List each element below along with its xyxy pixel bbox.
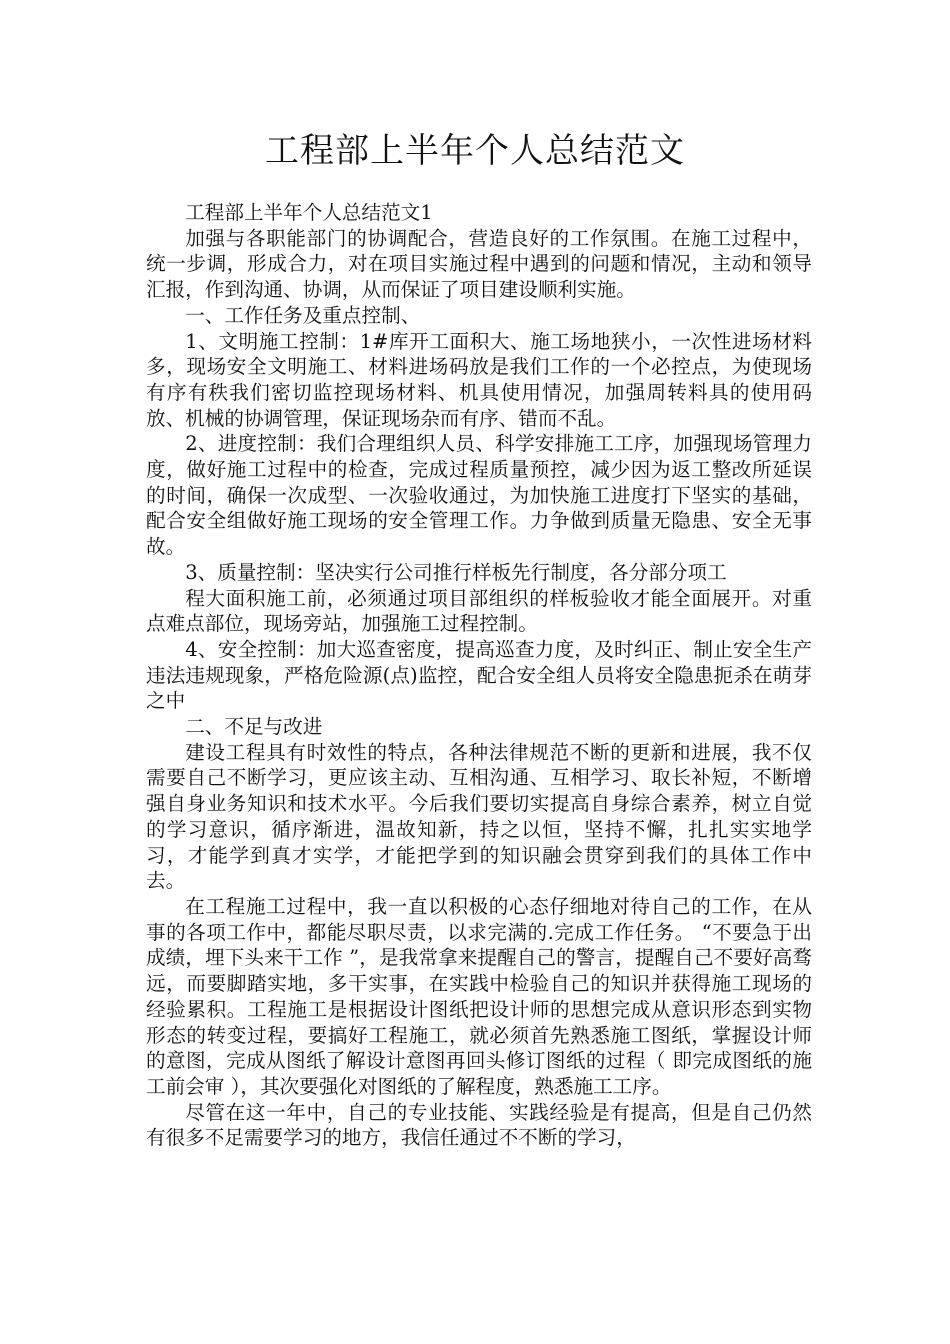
paragraph-coordination: 加强与各职能部门的协调配合，营造良好的工作氛围。在施工过程中，统一步调，形成合力，对在项目实施过程中遇到的问题和情况，主动和领导汇报，作到沟通、协调，从而保证了项目建设顺利实施。: [146, 226, 812, 302]
paragraph-work-attitude: 在工程施工过程中，我一直以积极的心态仔细地对待自己的工作，在从事的各项工作中，都能尽职尽责，以求完满的.完成工作任务。 “不要急于出成绩，埋下头来干工作 ”，是我常拿来提醒自己的警言，提醒自己不要好高骛远，而要脚踏实地，多干实事，在实践中检验自己的知识并获得施工现场的经验累积。工程施工是根据设计图纸把设计师的思想完成从意识形态到实物形态的转变过程，要搞好工程施工，就必须首先熟悉施工图纸，掌握设计师的意图，完成从图纸了解设计意图再回头修订图纸的过程（ 即完成图纸的施工前会审 ），其次要强化对图纸的了解程度，熟悉施工工序。: [146, 894, 812, 1098]
section-heading-improvement: 二、不足与改进: [185, 715, 323, 739]
paragraph-conclusion: 尽管在这一年中，自己的专业技能、实践经验是有提高，但是自己仍然有很多不足需要学习的地方，我信任通过不不断的学习，: [146, 1100, 812, 1150]
paragraph-progress-control: 2、进度控制：我们合理组织人员、科学安排施工工序，加强现场管理力度，做好施工过程中的检查，完成过程质量预控，减少因为返工整改所延误的时间，确保一次成型、一次验收通过，为加快施工进度打下坚实的基础，配合安全组做好施工现场的安全管理工作。力争做到质量无隐患、安全无事故。: [146, 432, 812, 559]
paragraph-learning: 建设工程具有时效性的特点，各种法律规范不断的更新和进展，我不仅需要自己不断学习，更应该主动、互相沟通、互相学习、取长补短，不断增强自身业务知识和技术水平。今后我们要切实提高自身综合素养，树立自觉的学习意识，循序渐进，温故知新，持之以恒，坚持不懈，扎扎实实地学习，才能学到真才实学，才能把学到的知识融会贯穿到我们的具体工作中去。: [146, 740, 812, 893]
document-title: 工程部上半年个人总结范文: [265, 131, 685, 171]
paragraph-quality-control: 3、质量控制：坚决实行公司推行样板先行制度，各分部分项工: [185, 560, 727, 584]
paragraph-safety-control: 4、安全控制：加大巡查密度，提高巡查力度，及时纠正、制止安全生产违法违规现象，严格危险源(点)监控，配合安全组人员将安全隐患扼杀在萌芽之中: [146, 637, 812, 713]
section-heading-tasks: 一、工作任务及重点控制、: [185, 303, 421, 327]
paragraph-subtitle: 工程部上半年个人总结范文1: [185, 201, 433, 224]
document-body: [146, 200, 812, 1151]
paragraph-quality-control-continued: 程大面积施工前，必须通过项目部组织的样板验收才能全面展开。对重点难点部位，现场旁站，加强施工过程控制。: [146, 586, 812, 636]
paragraph-civilized-construction: 1、文明施工控制：1#库开工面积大、施工场地狭小，一次性进场材料多，现场安全文明施工、材料进场码放是我们工作的一个必控点，为使现场有序有秩我们密切监控现场材料、机具使用情况，加强周转料具的使用码放、机械的协调管理，保证现场杂而有序、错而不乱。: [146, 329, 812, 430]
